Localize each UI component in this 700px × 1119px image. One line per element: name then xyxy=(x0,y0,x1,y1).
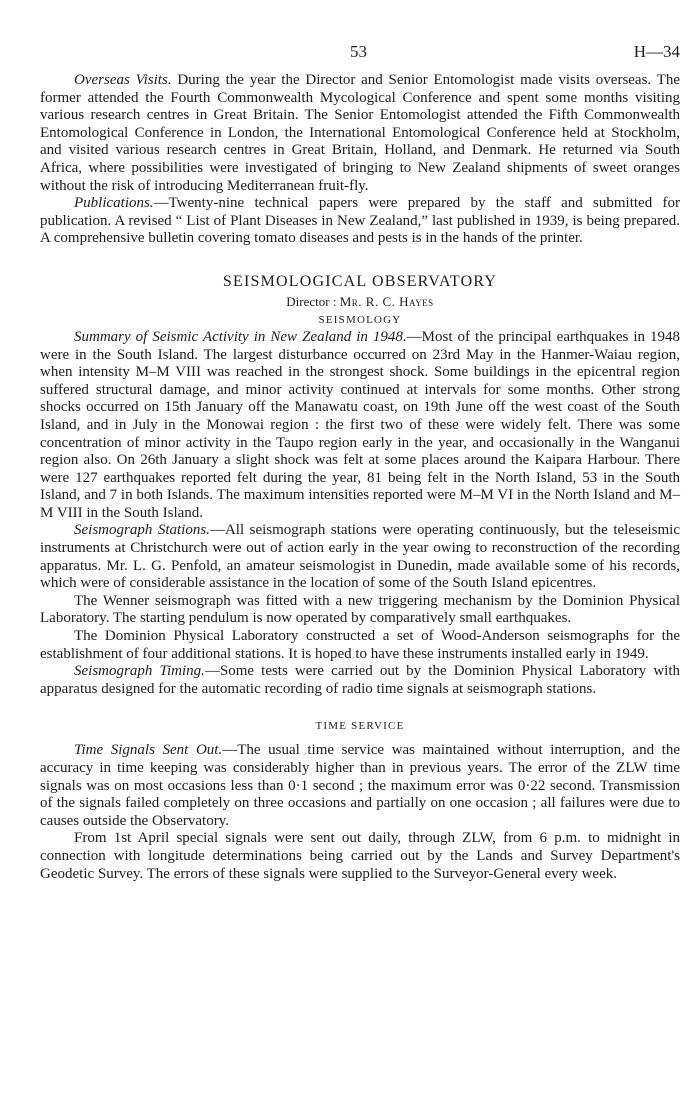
paragraph-text: —Twenty-nine technical papers were prepared by the staff and submitted for publication. A revised “ List of Plant Diseases in New Zealand,” last published in 1939, is being prepared. A comprehensive bulletin covering tomato diseases and pests is in the hands of the printer. xyxy=(40,195,680,247)
paragraph-text: During the year the Director and Senior Entomologist made visits overseas. The former attended the Fourth Commonwealth Mycological Conference and spent some months visiting various research centres in Great Britain. The Senior Entomologist attended the Fifth Commonwealth Entomological Conference in London, the International Entomological Conference held at Stockholm, and visited various research centres in Great Britain, Holland, and Denmark. He returned via South Africa, where possibilities were investigated of bringing to New Zealand shipments of sweet oranges without the risk of introducing Mediterranean fruit-fly. xyxy=(40,72,680,194)
document-page xyxy=(40,42,680,883)
paragraph-text: From 1st April special signals were sent out daily, through ZLW, from 6 p.m. to midnight in connection with longitude determinations being carried out by the Lands and Survey Department's Geodetic Survey. The errors of these signals were supplied to the Surveyor-General every week. xyxy=(40,830,680,882)
paragraph-text: —All seismograph stations were operating continuously, but the teleseismic instruments at Christchurch were out of action early in the year owing to reconstruction of the recording apparatus. Mr. L. G. Penfold, an amateur seismologist in Dunedin, made available some of his records, which were of considerable assistance in the location of some of the South Island epicentres. xyxy=(40,522,680,592)
paragraph-lead: Summary of Seismic Activity in New Zealand in 1948. xyxy=(74,328,407,345)
paragraph-lead: Publications. xyxy=(74,195,154,212)
page-number: 53 xyxy=(350,42,367,61)
paragraph-publications xyxy=(40,195,680,248)
paragraph-lead: Seismograph Timing. xyxy=(74,663,205,680)
subsection-title-seismology: SEISMOLOGY xyxy=(318,313,402,326)
paragraph-wood-anderson xyxy=(40,628,680,663)
director-line xyxy=(40,294,680,310)
paragraph-time-signals xyxy=(40,742,680,830)
page-header xyxy=(40,42,680,72)
paragraph-text: —The usual time service was maintained without interruption, and the accuracy in time keeping was considerably higher than in previous years. The error of the ZLW time signals was on most occasions less than 0·1 second ; the maximum error was 0·22 second. Transmission of the signals failed completely on three occasions and partially on one occasion ; all failures were due to causes outside the Observatory. xyxy=(40,742,680,829)
paragraph-overseas-visits xyxy=(40,72,680,195)
subsection-title-time-service: TIME SERVICE xyxy=(315,720,405,733)
paragraph-lead: Time Signals Sent Out. xyxy=(74,742,223,759)
paragraph-seismic-activity xyxy=(40,329,680,523)
section-title: SEISMOLOGICAL OBSERVATORY xyxy=(222,272,498,290)
director-name: Mr. R. C. Hayes xyxy=(339,293,434,309)
paragraph-lead: Seismograph Stations. xyxy=(74,522,210,539)
paragraph-seismograph-timing xyxy=(40,663,680,698)
document-reference: H—34 xyxy=(633,42,680,61)
paragraph-text: —Some tests were carried out by the Dominion Physical Laboratory with apparatus designed for the automatic recording of radio time signals at seismograph stations. xyxy=(40,663,680,697)
director-label: Director : xyxy=(286,293,337,309)
paragraph-special-signals xyxy=(40,830,680,883)
paragraph-lead: Overseas Visits. xyxy=(74,72,172,88)
paragraph-wenner-seismograph xyxy=(40,593,680,628)
paragraph-seismograph-stations xyxy=(40,522,680,592)
paragraph-text: The Dominion Physical Laboratory constructed a set of Wood-Anderson seismographs for the establishment of four additional stations. It is hoped to have these instruments installed early in 1949. xyxy=(40,628,680,662)
paragraph-text: The Wenner seismograph was fitted with a new triggering mechanism by the Dominion Physical Laboratory. The starting pendulum is now operated by comparatively small earthquakes. xyxy=(40,592,680,627)
paragraph-text: —Most of the principal earthquakes in 1948 were in the South Island. The largest disturbance occurred on 23rd May in the Hanmer-Waiau region, when intensity M–M VIII was reached in the strongest shock. Some buildings in the epicentral region suffered structural damage, and minor activity continued at intervals for some months. Other strong shocks occurred on 15th January off the Manawatu coast, on 19th June off the west coast of the South Island, and in July in the Monowai region : the first two of these were widely felt. There was some concentration of minor activity in the Taupo region early in the year, and occasionally in the Wanganui region also. On 26th January a slight shock was felt at some places around the Kaipara Harbour. There were 127 earthquakes reported felt during the year, 81 being felt in the North Island, 53 in the South Island, and 7 in both Islands. The maximum intensities reported were M–M VI in the North Island and M–M VIII in the South Island. xyxy=(40,328,680,521)
